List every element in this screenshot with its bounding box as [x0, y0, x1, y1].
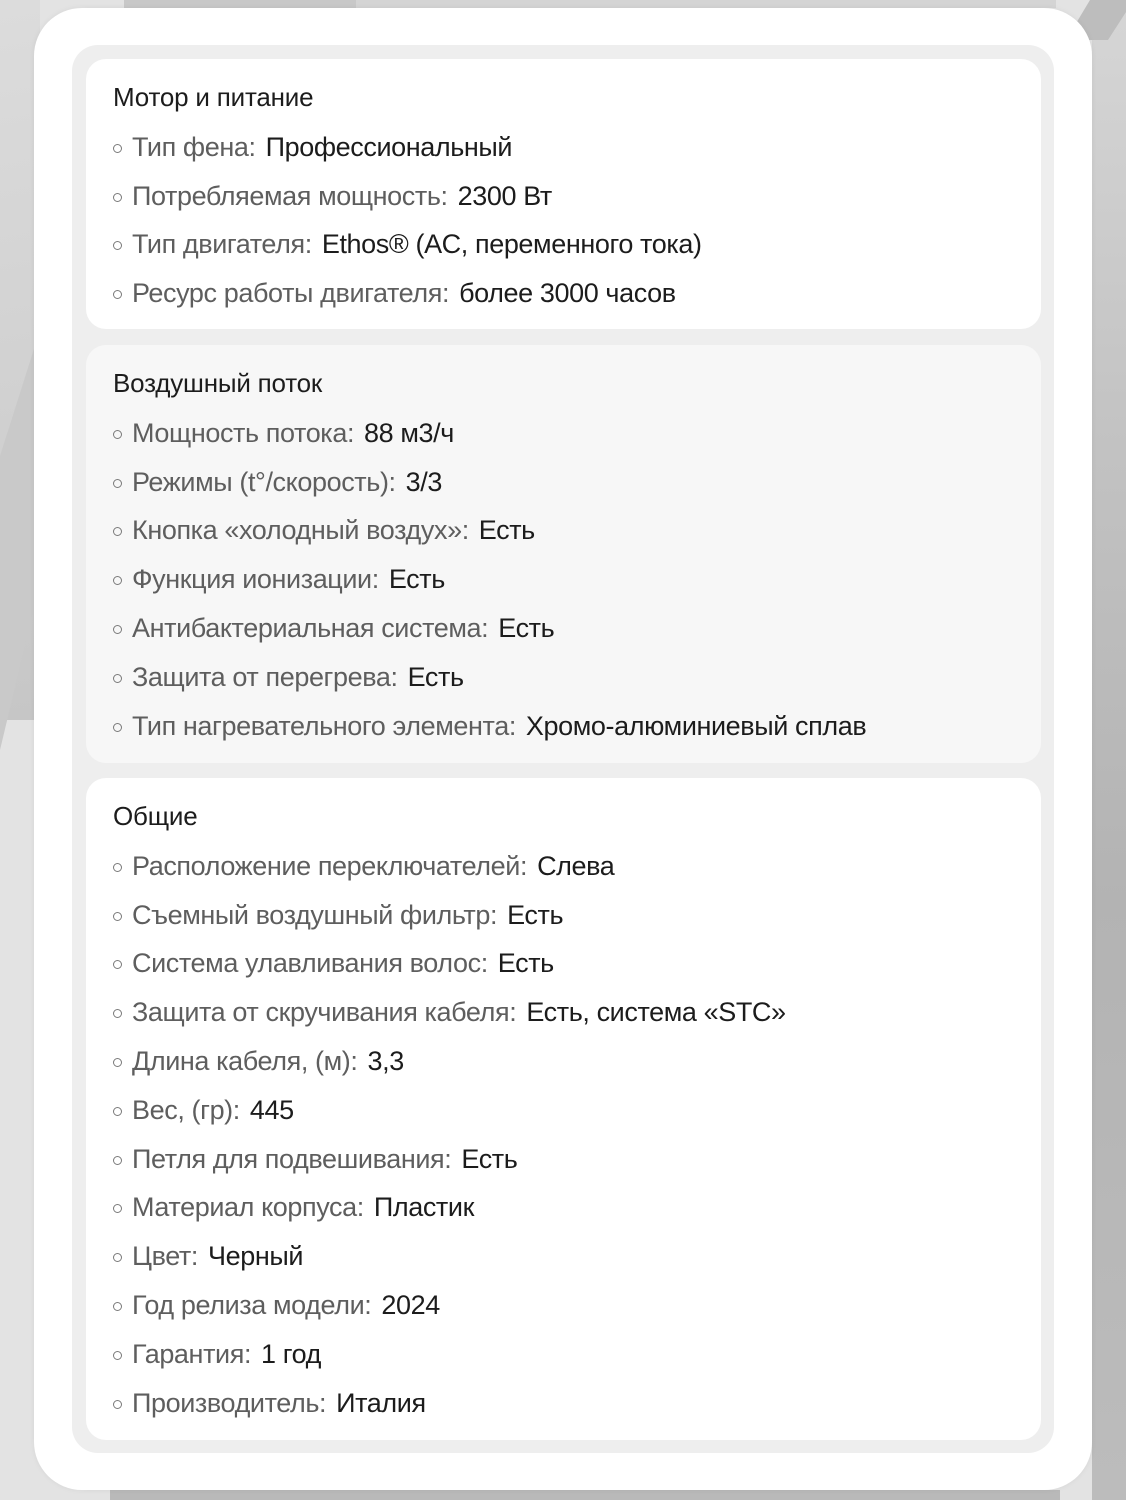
spec-label: Защита от скручивания кабеля: [132, 997, 510, 1028]
spec-separator: :: [232, 1094, 240, 1125]
spec-label: Гарантия: [132, 1338, 244, 1369]
spec-separator: :: [509, 997, 517, 1028]
spec-value: Есть: [478, 515, 535, 546]
spec-separator: :: [508, 710, 516, 741]
section-motor-power: [86, 59, 1041, 329]
spec-item: [113, 555, 1041, 604]
bullet-icon: [113, 723, 122, 732]
spec-separator: :: [190, 1241, 199, 1272]
spec-separator: :: [390, 661, 398, 692]
section-airflow: [86, 345, 1041, 763]
spec-separator: :: [480, 948, 488, 979]
spec-value: Есть: [497, 948, 554, 979]
spec-item: [113, 1037, 1041, 1086]
spec-value: Есть: [461, 1143, 518, 1174]
spec-label: Система улавливания волос: [132, 948, 481, 979]
bullet-icon: [113, 625, 122, 634]
spec-separator: :: [444, 1143, 452, 1174]
section-title: Мотор и питание: [113, 82, 314, 112]
spec-item: [113, 842, 1041, 891]
spec-separator: :: [356, 1192, 364, 1223]
section-title: Общие: [113, 801, 198, 831]
spec-item: [113, 507, 1041, 556]
spec-item: [113, 1330, 1041, 1379]
spec-list: [113, 123, 1041, 318]
spec-value: 3,3: [367, 1046, 404, 1077]
spec-label: Функция ионизации: [132, 564, 372, 595]
spec-label: Тип фена: [132, 131, 249, 162]
background-stripe: [356, 0, 1056, 8]
bullet-icon: [113, 1204, 122, 1213]
spec-item: [113, 891, 1041, 940]
background-stripe: [124, 0, 356, 8]
bullet-icon: [113, 1302, 122, 1311]
spec-item: [113, 940, 1041, 989]
spec-value: Есть, система «STC»: [526, 997, 786, 1028]
bullet-icon: [113, 1253, 122, 1262]
spec-separator: :: [490, 899, 498, 930]
spec-separator: :: [440, 180, 448, 211]
spec-value: Черный: [208, 1241, 304, 1272]
spec-label: Потребляемая мощность: [132, 180, 441, 211]
spec-item: [113, 1135, 1041, 1184]
spec-label: Режимы (t°/скорость): [132, 466, 389, 497]
section-title: Воздушный поток: [113, 368, 323, 398]
spec-label: Материал корпуса: [132, 1192, 357, 1223]
spec-value: 2024: [381, 1290, 440, 1321]
spec-label: Длина кабеля, (м): [132, 1046, 351, 1077]
spec-label: Ресурс работы двигателя: [132, 278, 442, 309]
spec-value: 2300 Вт: [457, 180, 552, 211]
spec-separator: :: [364, 1290, 372, 1321]
spec-value: Пластик: [373, 1192, 474, 1223]
bullet-icon: [113, 1400, 122, 1409]
bullet-icon: [113, 430, 122, 439]
spec-item: [113, 458, 1041, 507]
spec-label: Тип двигателя: [132, 229, 305, 260]
spec-separator: :: [461, 515, 469, 546]
bullet-icon: [113, 674, 122, 683]
spec-value: 3/3: [405, 466, 442, 497]
spec-item: [113, 409, 1041, 458]
spec-separator: :: [350, 1046, 358, 1077]
bullet-icon: [113, 527, 122, 536]
spec-item: [113, 653, 1041, 702]
background-stripe: [110, 1490, 1060, 1500]
spec-value: Хромо-алюминиевый сплав: [525, 710, 867, 741]
bullet-icon: [113, 479, 122, 488]
spec-separator: :: [243, 1338, 252, 1369]
bullet-icon: [113, 1351, 122, 1360]
spec-value: Ethos® (AC, переменного тока): [321, 229, 702, 260]
spec-label: Кнопка «холодный воздух»: [132, 515, 462, 546]
spec-item: [113, 604, 1041, 653]
spec-value: Слева: [537, 850, 615, 881]
spec-label: Мощность потока: [132, 417, 347, 448]
spec-item: [113, 1281, 1041, 1330]
spec-item: [113, 221, 1041, 270]
spec-label: Вес, (гр): [132, 1094, 233, 1125]
spec-value: 88 м3/ч: [364, 417, 454, 448]
spec-item: [113, 172, 1041, 221]
spec-value: Профессиональный: [265, 131, 513, 162]
spec-value: Есть: [388, 564, 445, 595]
bullet-icon: [113, 912, 122, 921]
spec-separator: :: [441, 278, 450, 309]
spec-value: 445: [249, 1094, 294, 1125]
spec-value: Италия: [336, 1387, 426, 1418]
spec-value: Есть: [498, 613, 555, 644]
spec-label: Защита от перегрева: [132, 661, 391, 692]
spec-label: Петля для подвешивания: [132, 1143, 445, 1174]
background-right-band: [1092, 0, 1126, 1500]
bullet-icon: [113, 1058, 122, 1067]
spec-value: 1 год: [261, 1338, 321, 1369]
spec-separator: :: [481, 613, 489, 644]
spec-item: [113, 1379, 1041, 1428]
spec-list: [113, 842, 1041, 1428]
spec-item: [113, 702, 1041, 751]
spec-separator: :: [248, 131, 256, 162]
spec-list: [113, 409, 1041, 751]
spec-item: [113, 269, 1041, 318]
spec-label: Тип нагревательного элемента: [132, 710, 509, 741]
spec-separator: :: [388, 466, 396, 497]
bullet-icon: [113, 144, 122, 153]
spec-value: Есть: [407, 661, 464, 692]
spec-separator: :: [519, 850, 528, 881]
spec-item: [113, 988, 1041, 1037]
bullet-icon: [113, 1156, 122, 1165]
bullet-icon: [113, 960, 122, 969]
bullet-icon: [113, 290, 122, 299]
section-general: [86, 778, 1041, 1440]
spec-separator: :: [304, 229, 312, 260]
spec-label: Антибактериальная система: [132, 613, 482, 644]
bullet-icon: [113, 576, 122, 585]
spec-value: Есть: [507, 899, 564, 930]
spec-item: [113, 123, 1041, 172]
spec-item: [113, 1232, 1041, 1281]
spec-item: [113, 1184, 1041, 1233]
spec-value: более 3000 часов: [459, 278, 676, 309]
spec-label: Цвет: [132, 1241, 191, 1272]
spec-label: Производитель: [132, 1387, 320, 1418]
spec-item: [113, 1086, 1041, 1135]
bullet-icon: [113, 863, 122, 872]
bullet-icon: [113, 1107, 122, 1116]
spec-separator: :: [371, 564, 379, 595]
spec-separator: :: [346, 417, 355, 448]
bullet-icon: [113, 193, 122, 202]
spec-label: Съемный воздушный фильтр: [132, 899, 490, 930]
spec-separator: :: [319, 1387, 327, 1418]
spec-label: Год релиза модели: [132, 1290, 365, 1321]
spec-label: Расположение переключателей: [132, 850, 520, 881]
bullet-icon: [113, 241, 122, 250]
bullet-icon: [113, 1009, 122, 1018]
